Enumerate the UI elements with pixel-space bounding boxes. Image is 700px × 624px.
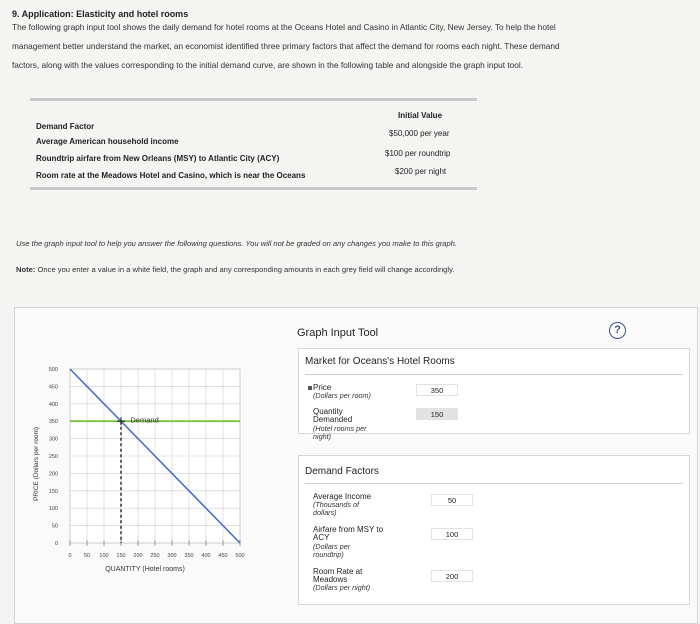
room-rate-label: Room Rate at (313, 567, 363, 576)
note-body: Once you enter a value in a white field, the graph and any corresponding amounts in each grey field will change accordingly. (35, 265, 455, 274)
x-tick-label: 0 (68, 553, 72, 559)
note-label: Note: (16, 265, 36, 274)
y-tick-label: 250 (48, 454, 58, 460)
room-rate-input[interactable]: 200 (431, 570, 473, 582)
x-tick-label: 450 (218, 553, 228, 559)
table-row-value: $50,000 per year (389, 129, 450, 138)
note-text (16, 265, 454, 274)
price-marker-icon (308, 386, 312, 390)
x-tick-label: 50 (83, 553, 91, 559)
market-box (298, 348, 690, 441)
series-label-demand: Demand (130, 415, 159, 425)
airfare-input[interactable]: 100 (431, 528, 473, 540)
question-title: 9. Application: Elasticity and hotel rooms (12, 9, 189, 19)
y-tick-label: 350 (48, 419, 58, 426)
x-axis-label: QUANTITY (Hotel rooms) (105, 566, 185, 573)
price-unit: (Dollars per room) (313, 391, 371, 400)
demand-factors-title: Demand Factors (305, 466, 379, 477)
y-tick-label: 500 (48, 367, 58, 373)
market-separator (305, 374, 683, 375)
airfare-unit: (Dollars per (313, 542, 351, 551)
y-tick-label: 400 (48, 401, 58, 408)
y-tick-label: 100 (48, 506, 58, 513)
y-tick-label: 50 (51, 523, 58, 530)
income-unit: (Thousands of (313, 500, 359, 509)
table-bottom-rule (30, 187, 477, 190)
x-tick-label: 200 (133, 553, 143, 559)
table-header-value: Initial Value (398, 111, 443, 120)
quantity-unit: night) (313, 432, 331, 441)
intro-line: The following graph input tool shows the daily demand for hotel rooms at the Oceans Hotel and Casino in Atlantic City, New Jersey. To help the hotel (12, 22, 556, 32)
market-title: Market for Oceans's Hotel Rooms (305, 356, 455, 367)
income-input[interactable]: 50 (431, 494, 473, 506)
quantity-unit: (Hotel rooms per (313, 424, 367, 433)
instructions-text: Use the graph input tool to help you answer the following questions. You will not be graded on any changes you make to this graph. (16, 239, 458, 248)
demand-chart (20, 360, 292, 582)
income-label: Average Income (313, 492, 372, 501)
table-row-factor: Roundtrip airfare from New Orleans (MSY) to Atlantic City (ACY) (36, 154, 280, 163)
table-top-rule (30, 98, 477, 101)
room-rate-label: Meadows (313, 575, 348, 584)
y-tick-label: 450 (48, 384, 58, 391)
graph-input-tool-title: Graph Input Tool (297, 327, 379, 339)
factors-separator (305, 483, 683, 484)
question-intro (12, 18, 682, 75)
x-tick-label: 400 (201, 553, 211, 559)
y-tick-label: 150 (48, 488, 58, 495)
x-tick-label: 250 (150, 553, 160, 559)
airfare-unit: roundtrip) (313, 550, 344, 559)
demand-factor-table (30, 98, 477, 198)
airfare-label: Airfare from MSY to (313, 525, 384, 534)
y-tick-label: 0 (54, 541, 58, 547)
x-tick-label: 350 (184, 553, 194, 559)
room-rate-unit: (Dollars per night) (313, 583, 371, 592)
quantity-demanded-field: 150 (416, 408, 458, 420)
table-header-factor: Demand Factor (36, 122, 95, 131)
price-input[interactable]: 350 (416, 384, 458, 396)
help-button[interactable]: ? (609, 322, 626, 339)
y-tick-label: 200 (48, 471, 58, 478)
x-tick-label: 300 (167, 553, 177, 559)
table-row-factor: Room rate at the Meadows Hotel and Casino, which is near the Oceans (36, 171, 306, 180)
quantity-label: Demanded (313, 415, 353, 424)
quantity-label: Quantity (313, 407, 343, 416)
demand-factors-box (298, 455, 690, 605)
x-tick-label: 100 (99, 553, 109, 559)
y-tick-label: 300 (48, 436, 58, 443)
income-unit: dollars) (313, 508, 337, 517)
y-axis-label: PRICE (Dollars per room) (33, 426, 40, 501)
table-row-value: $100 per roundtrip (385, 149, 451, 158)
x-tick-label: 500 (235, 553, 245, 559)
price-label: Price (313, 383, 332, 392)
table-row-value: $200 per night (395, 167, 447, 176)
x-tick-label: 150 (116, 553, 126, 559)
intro-line: management better understand the market, an economist identified three primary factors that affect the demand for rooms each night. These demand (12, 41, 560, 51)
airfare-label: ACY (313, 533, 330, 542)
table-row-factor: Average American household income (36, 137, 179, 146)
intro-line: factors, along with the values corresponding to the initial demand curve, are shown in the following table and alongside the graph input tool. (12, 60, 524, 70)
